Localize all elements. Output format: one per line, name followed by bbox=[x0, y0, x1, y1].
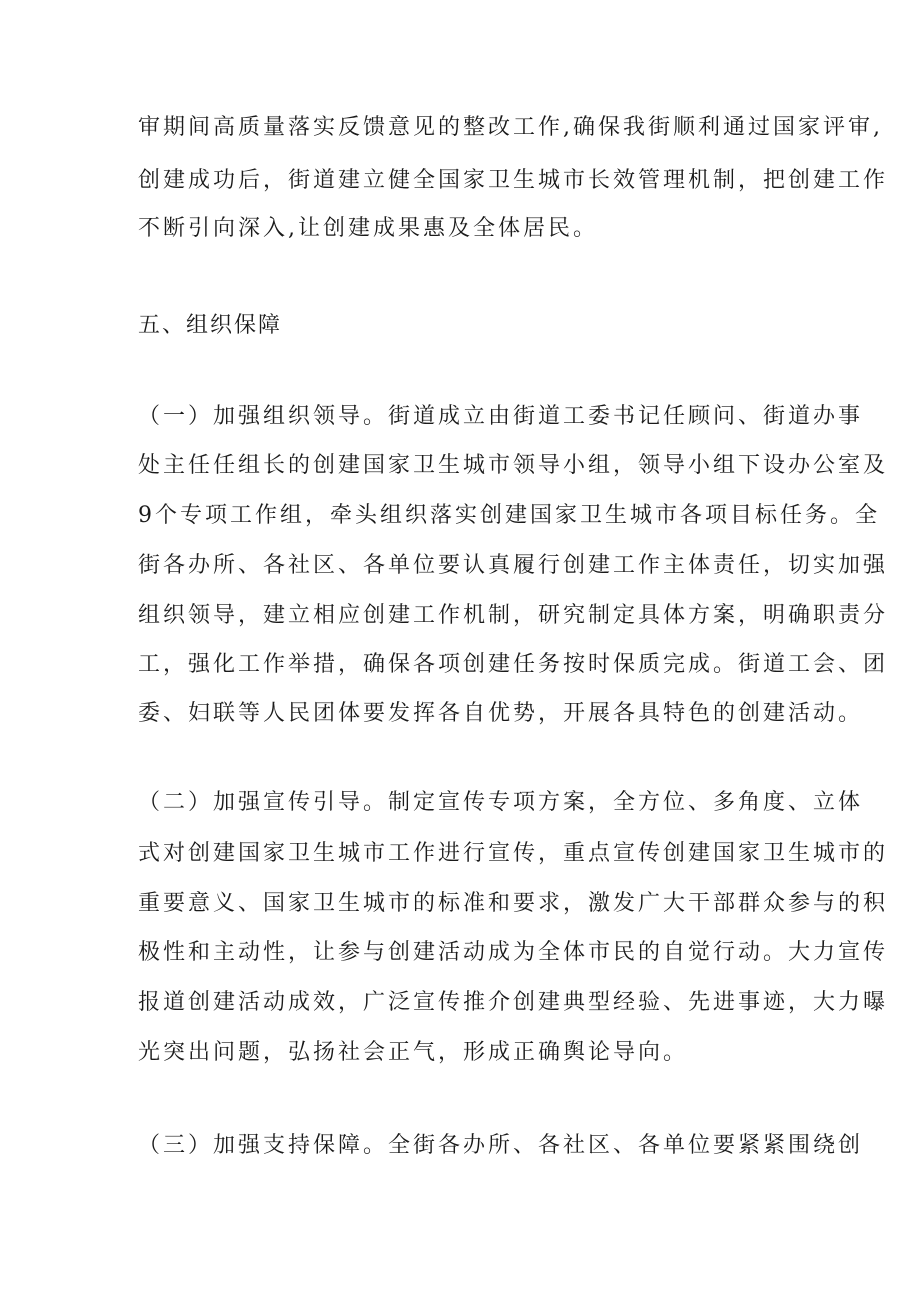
paragraph-2-line-2: 式对创建国家卫生城市工作进行宣传，重点宣传创建国家卫生城市的 bbox=[138, 841, 889, 866]
paragraph-1-line-5: 组织领导，建立相应创建工作机制，研究制定具体方案，明确职责分 bbox=[138, 603, 889, 628]
intro-line-1: 审期间高质量落实反馈意见的整改工作,确保我街顺利通过国家评审, bbox=[138, 115, 883, 140]
paragraph-3-line-1: （三）加强支持保障。全街各办所、各社区、各单位要紧紧围绕创 bbox=[138, 1133, 864, 1158]
paragraph-1-line-4: 街各办所、各社区、各单位要认真履行创建工作主体责任，切实加强 bbox=[138, 553, 889, 578]
intro-line-2: 创建成功后，街道建立健全国家卫生城市长效管理机制，把创建工作 bbox=[138, 168, 889, 193]
paragraph-1-line-1: （一）加强组织领导。街道成立由街道工委书记任顾问、街道办事 bbox=[138, 404, 864, 429]
paragraph-2-line-4: 极性和主动性，让参与创建活动成为全体市民的自觉行动。大力宣传 bbox=[138, 940, 889, 965]
paragraph-2-line-1: （二）加强宣传引导。制定宣传专项方案，全方位、多角度、立体 bbox=[138, 790, 864, 815]
paragraph-2-line-5: 报道创建活动成效，广泛宣传推介创建典型经验、先进事迹，大力曝 bbox=[138, 990, 889, 1015]
paragraph-1-line-2: 处主任任组长的创建国家卫生城市领导小组，领导小组下设办公室及 bbox=[138, 453, 889, 478]
paragraph-1-line-6: 工，强化工作举措，确保各项创建任务按时保质完成。街道工会、团 bbox=[138, 652, 889, 677]
paragraph-2-line-3: 重要意义、国家卫生城市的标准和要求，激发广大干部群众参与的积 bbox=[138, 891, 889, 916]
section-heading: 五、组织保障 bbox=[138, 313, 283, 338]
paragraph-2-line-6: 光突出问题，弘扬社会正气，形成正确舆论导向。 bbox=[138, 1040, 689, 1065]
paragraph-1-line-3: 9个专项工作组，牵头组织落实创建国家卫生城市各项目标任务。全 bbox=[138, 503, 880, 528]
intro-line-3: 不断引向深入,让创建成果惠及全体居民。 bbox=[138, 216, 598, 241]
paragraph-1-line-7: 委、妇联等人民团体要发挥各自优势，开展各具特色的创建活动。 bbox=[138, 701, 864, 726]
